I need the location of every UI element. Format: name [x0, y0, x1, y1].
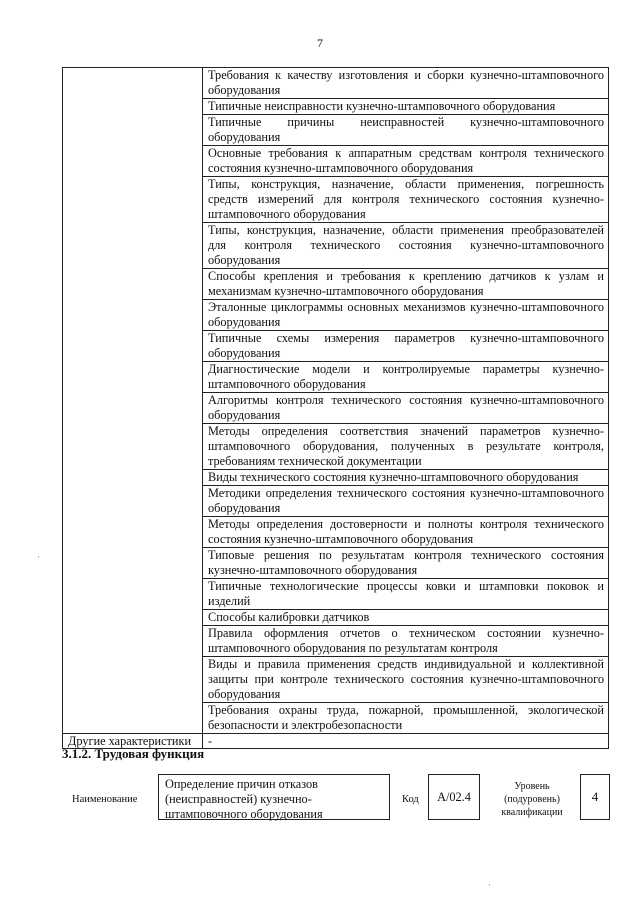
requirement-item: Требования к качеству изготовления и сборки кузнечно-штамповочного оборудования [203, 68, 609, 99]
requirement-item: Эталонные циклограммы основных механизмов кузнечно-штамповочного оборудования [203, 300, 609, 331]
page-number: 7 [317, 36, 323, 50]
scan-speck: · [488, 880, 491, 890]
scan-speck: · [37, 552, 40, 562]
section-title: 3.1.2. Трудовая функция [62, 746, 205, 761]
requirement-item: Типы, конструкция, назначение, области применения преобразователей для контроля технического состояния кузнечно-штамповочного оборудования [203, 223, 609, 269]
table-left-cell [63, 68, 203, 734]
function-name-box: Определение причин отказов (неисправностей) кузнечно-штамповочного оборудования [158, 774, 390, 820]
requirement-item: Методы определения соответствия значений параметров кузнечно-штамповочного оборудования, полученных в результате контроля, требованиям технической документации [203, 424, 609, 470]
other-characteristics-value: - [203, 734, 609, 749]
requirement-item: Методы определения достоверности и полноты контроля технического состояния кузнечно-штамповочного оборудования [203, 517, 609, 548]
labor-function-row [0, 772, 640, 832]
qualification-level-box: 4 [580, 774, 610, 820]
requirement-item: Виды и правила применения средств индивидуальной и коллективной защиты при контроле технического состояния кузнечно-штамповочного оборудования [203, 657, 609, 703]
requirement-item: Основные требования к аппаратным средствам контроля технического состояния кузнечно-штамповочного оборудования [203, 146, 609, 177]
requirement-item: Диагностические модели и контролируемые параметры кузнечно-штамповочного оборудования [203, 362, 609, 393]
requirements-table [62, 67, 609, 749]
requirement-item: Методики определения технического состояния кузнечно-штамповочного оборудования [203, 486, 609, 517]
level-label-line-1: Уровень [514, 781, 550, 792]
level-label-line-2: (подуровень) [504, 794, 560, 805]
table-row [63, 68, 609, 99]
requirement-item: Типовые решения по результатам контроля технического состояния кузнечно-штамповочного оборудования [203, 548, 609, 579]
level-label-line-3: квалификации [501, 807, 563, 818]
requirement-item: Типичные неисправности кузнечно-штамповочного оборудования [203, 99, 609, 115]
other-characteristics-label: Другие характеристики [63, 734, 203, 749]
function-code-label: Код [402, 794, 419, 805]
requirement-item: Типы, конструкция, назначение, области применения, погрешность средств измерений для контроля технического состояния кузнечно-штамповочного оборудования [203, 177, 609, 223]
requirement-item: Алгоритмы контроля технического состояния кузнечно-штамповочного оборудования [203, 393, 609, 424]
qualification-level-label [494, 780, 570, 819]
requirement-item: Типичные причины неисправностей кузнечно-штамповочного оборудования [203, 115, 609, 146]
requirement-item: Типичные схемы измерения параметров кузнечно-штамповочного оборудования [203, 331, 609, 362]
requirement-item: Типичные технологические процессы ковки и штамповки поковок и изделий [203, 579, 609, 610]
requirement-item: Правила оформления отчетов о техническом состоянии кузнечно-штамповочного оборудования по результатам контроля [203, 626, 609, 657]
requirement-item: Способы калибровки датчиков [203, 610, 609, 626]
function-code-box: A/02.4 [428, 774, 480, 820]
requirement-item: Требования охраны труда, пожарной, промышленной, экологической безопасности и электробезопасности [203, 703, 609, 734]
function-name-label: Наименование [72, 794, 138, 805]
requirement-item: Виды технического состояния кузнечно-штамповочного оборудования [203, 470, 609, 486]
requirement-item: Способы крепления и требования к креплению датчиков к узлам и механизмам кузнечно-штамповочного оборудования [203, 269, 609, 300]
